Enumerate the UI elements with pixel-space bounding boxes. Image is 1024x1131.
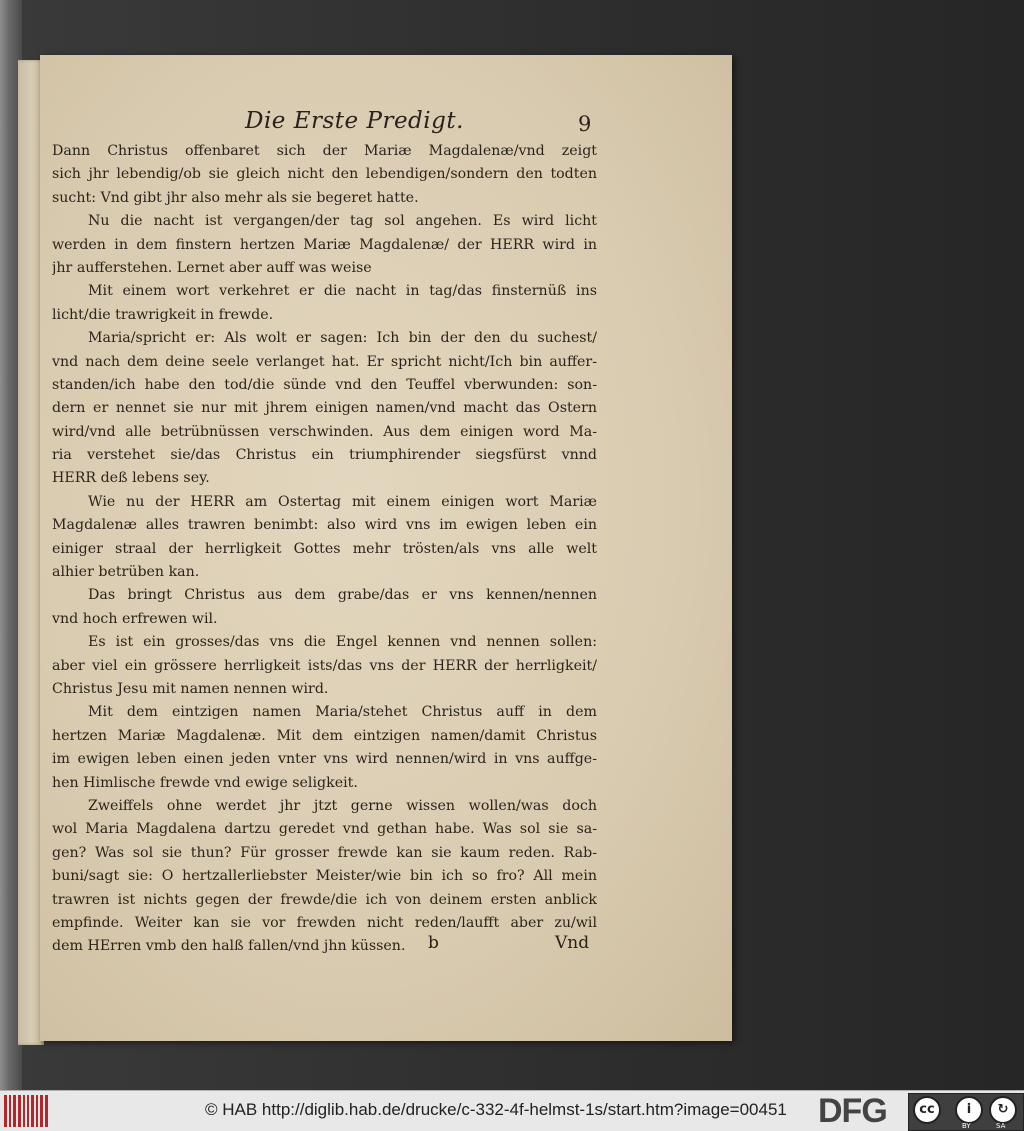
text-line: wird/vnd alle betrübnüssen verschwinden. Aus dem einigen word Ma- (52, 423, 597, 440)
body-text (52, 140, 597, 959)
text-line: vnd hoch erfrewen wil. (52, 610, 218, 627)
text-line: licht/die trawrigkeit in frewde. (52, 306, 274, 323)
sa-label: SA (996, 1122, 1006, 1130)
text-line: jhr aufferstehen. Lernet aber auff was weise (52, 259, 372, 276)
cc-icon: cc (913, 1096, 941, 1124)
text-line: dern er nennet sie nur mit jhrem einigen namen/vnd macht das Ostern (52, 400, 597, 417)
text-line: Das bringt Christus aus dem grabe/das er vns kennen/nennen (88, 587, 597, 604)
text-line: HERR deß lebens sey. (52, 470, 210, 487)
text-line: Wie nu der HERR am Ostertag mit einem einigen wort Mariæ (88, 493, 597, 510)
text-line: einiger straal der herrligkeit Gottes mehr trösten/als vns alle welt (52, 540, 597, 557)
text-line: aber viel ein grössere herrligkeit ists/das vns der HERR der herrligkeit/ (52, 657, 597, 674)
text-line: Es ist ein grosses/das vns die Engel kennen vnd nennen sollen: (88, 634, 597, 651)
page-number: 9 (578, 112, 592, 136)
text-line: trawren ist nichts gegen der frewde/die ich von deinem ersten anblick (52, 891, 597, 908)
sa-icon: ↻ (989, 1096, 1017, 1124)
text-line: Nu die nacht ist vergangen/der tag sol angehen. Es wird licht (88, 213, 597, 230)
by-icon: i (955, 1096, 983, 1124)
text-line: im ewigen leben einen jeden vnter vns wird nennen/wird in vns auffge- (52, 751, 597, 768)
text-line: sucht: Vnd gibt jhr also mehr als sie begeret hatte. (52, 189, 419, 206)
text-line: gen? Was sol sie thun? Für grosser frewde kan sie kaum reden. Rab- (52, 844, 597, 861)
text-line: werden in dem finstern hertzen Mariæ Magdalenæ/ der HERR wird in (52, 236, 597, 253)
text-line: Maria/spricht er: Als wolt er sagen: Ich bin der den du suchest/ (88, 330, 597, 347)
text-line: Magdalenæ alles trawren benimbt: also wird vns im ewigen leben ein (52, 517, 597, 534)
text-line: Mit einem wort verkehret er die nacht in tag/das finsternüß ins (88, 283, 597, 300)
text-line: Christus Jesu mit namen nennen wird. (52, 680, 329, 697)
footer-bar (0, 1090, 1024, 1131)
text-line: vnd nach dem deine seele verlanget hat. Er spricht nicht/Ich bin auffer- (52, 353, 597, 370)
text-line: alhier betrüben kan. (52, 564, 200, 581)
text-line: Zweiffels ohne werdet jhr jtzt gerne wissen wollen/was doch (88, 797, 597, 814)
text-line: hen Himlische frewde vnd ewige seligkeit. (52, 774, 358, 791)
text-line: ria verstehet sie/das Christus ein triumphirender siegsfürst vnnd (52, 447, 597, 464)
text-line: empfinde. Weiter kan sie vor frewden nicht reden/laufft aber zu/wil (52, 914, 597, 931)
text-line: buni/sagt sie: O hertzallerliebster Meister/wie bin ich so fro? All mein (52, 868, 597, 885)
text-line: standen/ich habe den tod/die sünde vnd den Teuffel vberwunden: son- (52, 376, 597, 393)
by-label: BY (962, 1122, 971, 1130)
cc-license-badge[interactable] (908, 1093, 1024, 1131)
signature-mark: b (428, 933, 439, 953)
hab-logo-icon (4, 1095, 48, 1127)
page-header (200, 108, 600, 138)
source-url[interactable]: © HAB http://diglib.hab.de/drucke/c-332-4f-helmst-1s/start.htm?image=00451 (205, 1100, 787, 1119)
text-line: dem HErren vmb den halß fallen/vnd jhn küssen. (52, 938, 406, 955)
dfg-logo: DFG (818, 1092, 887, 1130)
text-line: Mit dem eintzigen namen Maria/stehet Christus auff in dem (88, 704, 597, 721)
text-line: Dann Christus offenbaret sich der Mariæ Magdalenæ/vnd zeigt (52, 143, 597, 159)
text-line: sich jhr lebendig/ob sie gleich nicht den lebendigen/sondern den todten (52, 166, 597, 183)
text-line: wol Maria Magdalena dartzu geredet vnd gethan habe. Was sol sie sa- (52, 821, 597, 838)
running-head: Die Erste Predigt. (245, 108, 464, 134)
catchword: Vnd (555, 933, 590, 953)
text-line: hertzen Mariæ Magdalenæ. Mit dem eintzigen namen/damit Christus (52, 727, 597, 744)
